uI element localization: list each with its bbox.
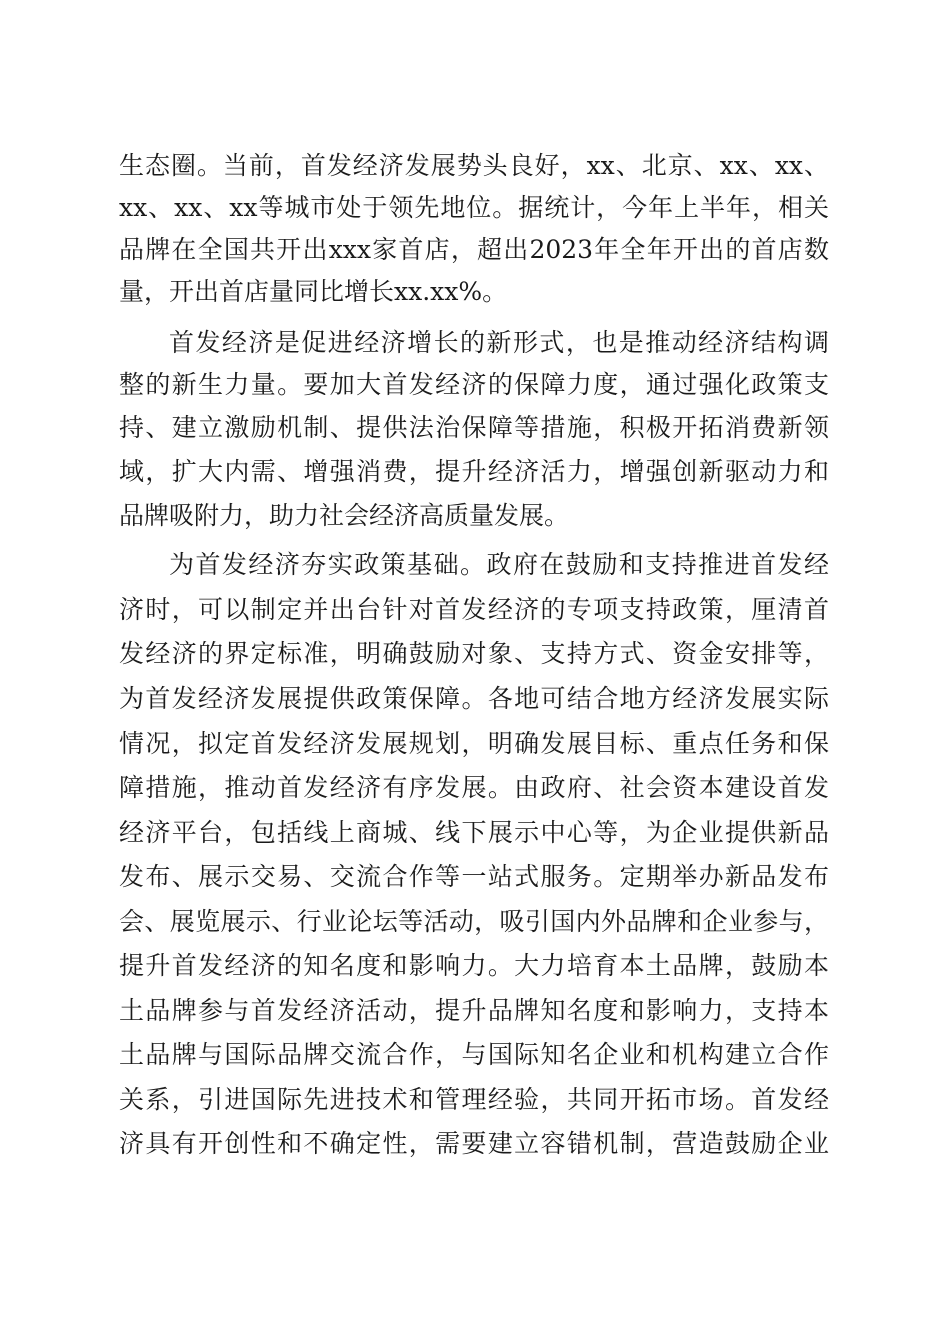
paragraph-1-line-1: 生态圈。当前，首发经济发展势头良好，xx、北京、xx、xx、 xyxy=(119,151,829,180)
paragraph-1-line-3: 品牌在全国共开出xxx家首店，超出2023年全年开出的首店数 xyxy=(119,235,829,264)
paragraph-3-line-9: 会、展览展示、行业论坛等活动，吸引国内外品牌和企业参与， xyxy=(119,907,829,936)
paragraph-3-line-13: 关系，引进国际先进技术和管理经验，共同开拓市场。首发经 xyxy=(119,1085,829,1114)
paragraph-3-line-3: 发经济的界定标准，明确鼓励对象、支持方式、资金安排等， xyxy=(119,639,829,668)
paragraph-3-line-4: 为首发经济发展提供政策保障。各地可结合地方经济发展实际 xyxy=(119,684,829,713)
paragraph-3-line-5: 情况，拟定首发经济发展规划，明确发展目标、重点任务和保 xyxy=(119,729,829,758)
paragraph-2-line-2: 整的新生力量。要加大首发经济的保障力度，通过强化政策支 xyxy=(119,370,829,399)
paragraph-3-line-12: 土品牌与国际品牌交流合作，与国际知名企业和机构建立合作 xyxy=(119,1040,829,1069)
paragraph-3-line-6: 障措施，推动首发经济有序发展。由政府、社会资本建设首发 xyxy=(119,773,829,802)
paragraph-3-line-10: 提升首发经济的知名度和影响力。大力培育本土品牌，鼓励本 xyxy=(119,951,829,980)
paragraph-2-line-3: 持、建立激励机制、提供法治保障等措施，积极开拓消费新领 xyxy=(119,413,829,442)
paragraph-3-line-7: 经济平台，包括线上商城、线下展示中心等，为企业提供新品 xyxy=(119,818,829,847)
paragraph-1-line-4: 量，开出首店量同比增长xx.xx%。 xyxy=(119,277,508,306)
paragraph-1-line-2: xx、xx、xx等城市处于领先地位。据统计，今年上半年，相关 xyxy=(119,193,829,222)
paragraph-3-line-14: 济具有开创性和不确定性，需要建立容错机制，营造鼓励企业 xyxy=(119,1129,829,1158)
paragraph-3-line-11: 土品牌参与首发经济活动，提升品牌知名度和影响力，支持本 xyxy=(119,996,829,1025)
paragraph-3-line-1: 为首发经济夯实政策基础。政府在鼓励和支持推进首发经 xyxy=(169,550,829,579)
paragraph-3-line-8: 发布、展示交易、交流合作等一站式服务。定期举办新品发布 xyxy=(119,862,829,891)
paragraph-2-line-1: 首发经济是促进经济增长的新形式，也是推动经济结构调 xyxy=(169,328,829,357)
paragraph-2-line-4: 域，扩大内需、增强消费，提升经济活力，增强创新驱动力和 xyxy=(119,457,829,486)
paragraph-3-line-2: 济时，可以制定并出台针对首发经济的专项支持政策，厘清首 xyxy=(119,595,829,624)
paragraph-2-line-5: 品牌吸附力，助力社会经济高质量发展。 xyxy=(119,501,570,530)
